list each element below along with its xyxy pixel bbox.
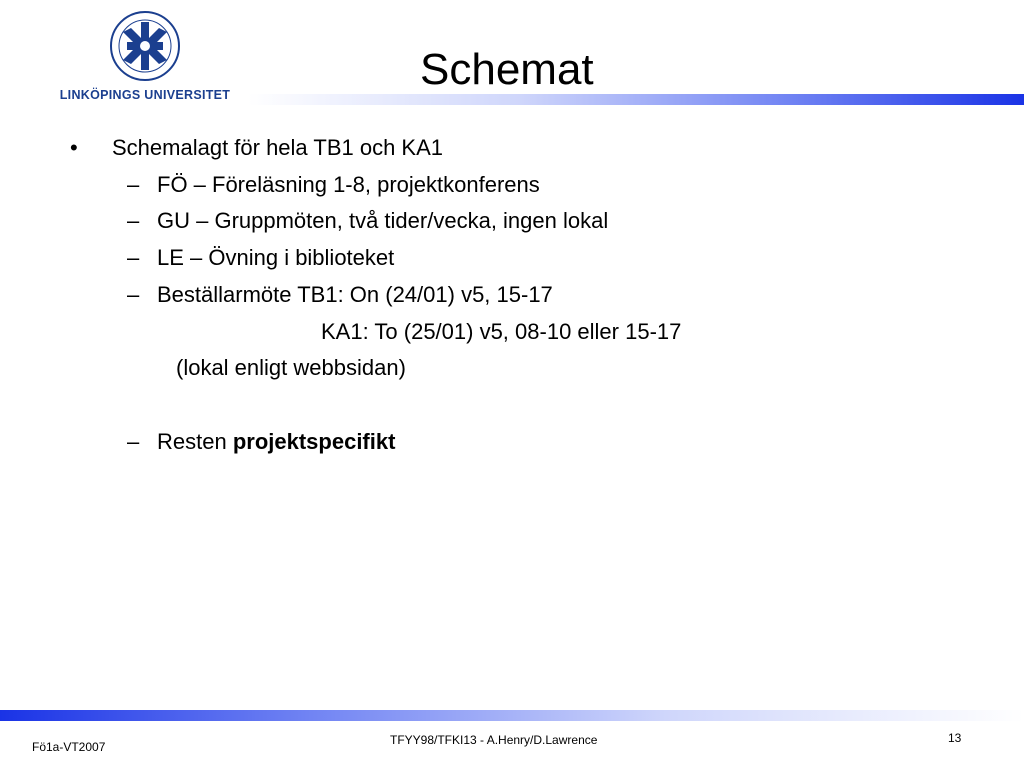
university-logo (50, 8, 240, 102)
sub-bullet-continuation: KA1: To (25/01) v5, 08-10 eller 15-17 (321, 319, 682, 344)
sub-bullet-item: LE – Övning i biblioteket (157, 245, 395, 270)
sub-bullet-item (157, 428, 395, 456)
slide-title: Schemat (420, 45, 594, 94)
bullet-item: Schemalagt för hela TB1 och KA1 (112, 135, 444, 160)
sub-bullet-item: GU – Gruppmöten, två tider/vecka, ingen lokal (157, 208, 609, 233)
sub-bullet-item: FÖ – Föreläsning 1-8, projektkonferens (157, 172, 540, 197)
title-gradient-bar (248, 94, 1024, 105)
page-number: 13 (948, 731, 962, 745)
logo-wordmark: LINKÖPINGS UNIVERSITET (59, 88, 231, 102)
sub-bullet-note: (lokal enligt webbsidan) (176, 355, 406, 380)
bullet-dot-icon: • (70, 135, 78, 160)
university-crest-icon (105, 8, 185, 88)
sub-bullet-plain-text: Resten (157, 429, 233, 454)
dash-icon: – (127, 172, 140, 197)
dash-icon: – (127, 245, 140, 270)
dash-icon: – (127, 429, 140, 454)
footer-gradient-bar (0, 710, 1024, 721)
sub-bullet-item: Beställarmöte TB1: On (24/01) v5, 15-17 (157, 282, 553, 307)
footer-center: TFYY98/TFKI13 - A.Henry/D.Lawrence (390, 733, 598, 747)
dash-icon: – (127, 282, 140, 307)
sub-bullet-bold-text: projektspecifikt (232, 429, 396, 454)
footer-left: Fö1a-VT2007 (32, 740, 106, 754)
dash-icon: – (127, 208, 140, 233)
